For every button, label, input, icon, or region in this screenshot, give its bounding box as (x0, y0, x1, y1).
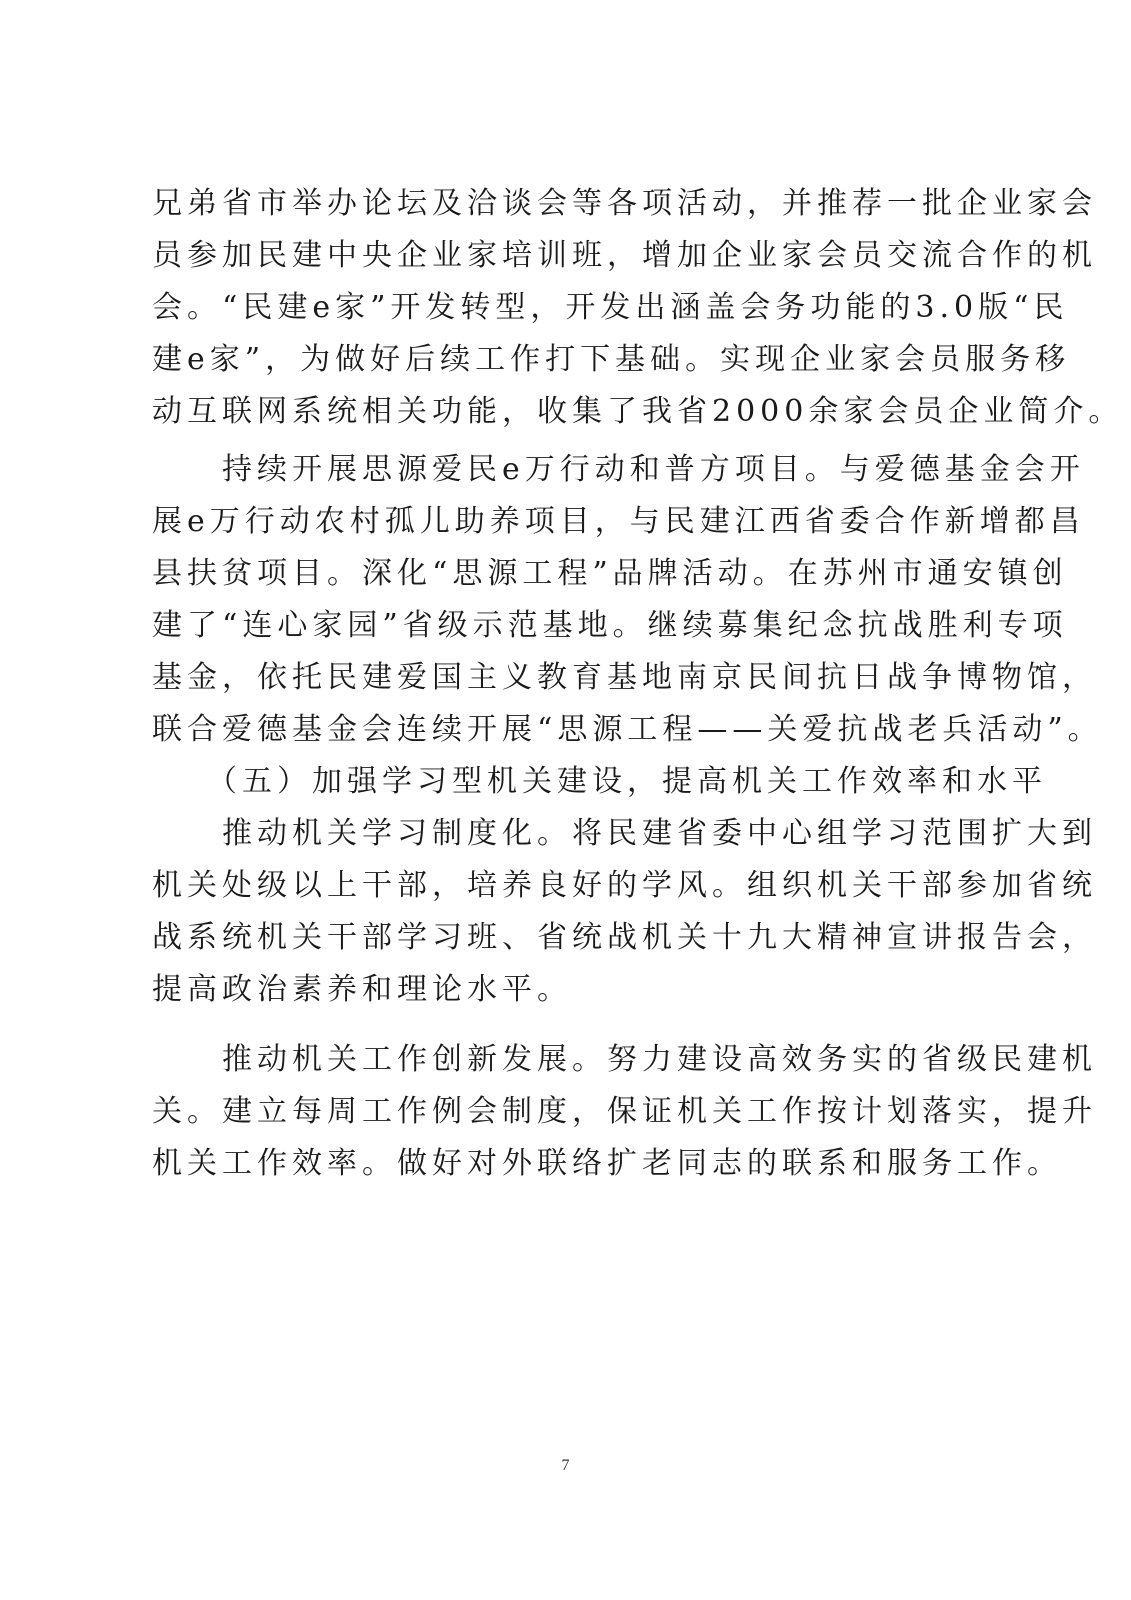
text-line: 县扶贫项目。深化“思源工程”品牌活动。在苏州市通安镇创 (152, 556, 1068, 591)
page-number: 7 (561, 1457, 570, 1474)
text-line: 建了“连心家园”省级示范基地。继续募集纪念抗战胜利专项 (152, 608, 1068, 643)
text-line: 机关处级以上干部，培养良好的学风。组织机关干部参加省统 (152, 868, 1097, 903)
section-heading: （五）加强学习型机关建设，提高机关工作效率和水平 (152, 764, 1047, 799)
document-body (152, 178, 1124, 1190)
text-line: 展e万行动农村孤儿助养项目，与民建江西省委合作新增都昌 (152, 504, 1085, 539)
text-line: 持续开展思源爱民e万行动和普方项目。与爱德基金会开 (152, 452, 1085, 487)
text-line: 建e家”，为做好后续工作打下基础。实现企业家会员服务移 (152, 342, 1071, 377)
text-line: 动互联网系统相关功能，收集了我省2000余家会员企业简介。 (152, 394, 1124, 429)
paragraph-spacer (152, 1016, 982, 1034)
text-line: 联合爱德基金会连续开展“思源工程——关爱抗战老兵活动”。 (152, 712, 1103, 747)
text-line: 兄弟省市举办论坛及洽谈会等各项活动，并推荐一批企业家会 (152, 186, 1097, 221)
text-line: 推动机关工作创新发展。努力建设高效务实的省级民建机 (152, 1042, 1097, 1077)
text-line: 关。建立每周工作例会制度，保证机关工作按计划落实，提升 (152, 1094, 1097, 1129)
text-line: 机关工作效率。做好对外联络扩老同志的联系和服务工作。 (152, 1146, 1062, 1181)
text-line: 提高政治素养和理论水平。 (152, 972, 572, 1007)
text-line: 推动机关学习制度化。将民建省委中心组学习范围扩大到 (152, 816, 1097, 851)
text-line: 战系统机关干部学习班、省统战机关十九大精神宣讲报告会， (152, 920, 1097, 955)
text-line: 基金，依托民建爱国主义教育基地南京民间抗日战争博物馆， (152, 660, 1097, 695)
text-line: 员参加民建中央企业家培训班，增加企业家会员交流合作的机 (152, 238, 1097, 273)
text-line: 会。“民建e家”开发转型，开发出涵盖会务功能的3.0版“民 (152, 290, 1069, 325)
